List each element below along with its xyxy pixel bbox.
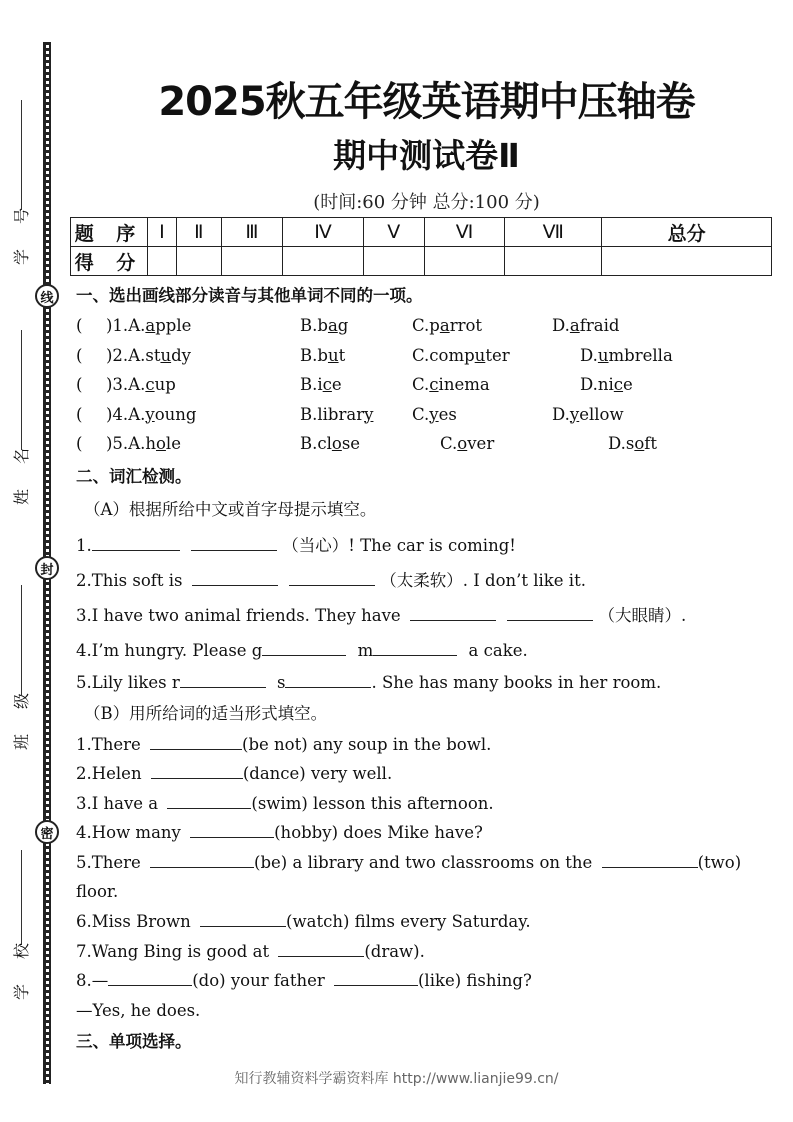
section2-partA-title: （A）根据所给中文或首字母提示填空。 (84, 499, 377, 519)
score-cell[interactable] (363, 247, 424, 276)
section3-title: 三、单项选择。 (76, 1032, 192, 1052)
seal-line: 线 (35, 284, 59, 308)
score-cell[interactable] (283, 247, 364, 276)
col-6: Ⅵ (424, 218, 505, 247)
answer-blank[interactable] (278, 939, 364, 957)
seal-secret: 密 (35, 820, 59, 844)
section1-question (76, 370, 776, 400)
option-c: C.cinema (412, 375, 490, 394)
partB-question-7: 7.Wang Bing is good at (draw). (76, 937, 776, 967)
partA-question-3: 3.I have two animal friends. They have （大眼睛）. (76, 598, 776, 633)
score-cell[interactable] (176, 247, 221, 276)
section2-title: 二、词汇检测。 (76, 466, 192, 486)
answer-blank[interactable] (285, 670, 371, 688)
col-2: Ⅱ (176, 218, 221, 247)
score-cell[interactable] (424, 247, 505, 276)
partB-question-6: 6.Miss Brown (watch) films every Saturday. (76, 907, 776, 937)
partB-question-8: 8.— (do) your father (like) fishing? (76, 966, 776, 996)
col-total: 总分 (602, 218, 772, 247)
answer-blank[interactable] (334, 968, 418, 986)
answer-blank[interactable] (150, 850, 254, 868)
class-field (6, 585, 36, 785)
answer-blank[interactable] (507, 603, 593, 621)
section1-question (76, 341, 776, 371)
school-field (6, 850, 36, 1030)
answer-blank[interactable] (262, 638, 346, 656)
page-title: 2025秋五年级英语期中压轴卷 (158, 79, 695, 125)
option-b: B.close (300, 434, 361, 453)
option-d: D.yellow (552, 404, 624, 424)
footer-watermark: 知行教辅资料学霸资料库 http://www.lianjie99.cn/ (234, 1071, 559, 1087)
class-label: 班 级 (12, 682, 32, 751)
col-7: Ⅶ (505, 218, 602, 247)
partB-question-2: 2.Helen (dance) very well. (76, 759, 776, 789)
answer-bracket[interactable]: ( (76, 434, 83, 453)
answer-bracket[interactable]: ( (76, 375, 83, 394)
answer-blank[interactable] (410, 603, 496, 621)
option-c: C.yes (412, 404, 457, 424)
exam-content (76, 280, 776, 1059)
score-cell[interactable] (505, 247, 602, 276)
option-d: D.umbrella (580, 345, 673, 365)
seal-seal: 封 (35, 556, 59, 580)
col-1: Ⅰ (148, 218, 177, 247)
col-3: Ⅲ (221, 218, 282, 247)
section1-title: 一、选出画线部分读音与其他单词不同的一项。 (76, 286, 423, 305)
student-name-label: 姓 名 (12, 437, 32, 506)
option-a: )4.A.young (106, 404, 197, 424)
option-a: )3.A.cup (106, 375, 176, 394)
school-label: 学 校 (12, 932, 32, 1001)
option-b: B.bag (300, 316, 349, 335)
page-subtitle: 期中测试卷Ⅱ (333, 136, 520, 175)
score-cell[interactable] (221, 247, 282, 276)
partA-question-2: 2.This soft is （太柔软）. I don’t like it. (76, 563, 776, 598)
partB-question-3: 3.I have a (swim) lesson this afternoon. (76, 789, 776, 819)
partA-question-5: 5.Lily likes r s . She has many books in her room. (76, 668, 776, 698)
section1-question (76, 400, 776, 430)
partB-question-8-answer: —Yes, he does. (76, 1000, 201, 1020)
answer-blank[interactable] (150, 732, 242, 750)
answer-bracket[interactable]: ( (76, 345, 83, 365)
option-c: C.over (440, 434, 495, 453)
option-a: )2.A.study (106, 345, 191, 365)
row-label-question: 题 序 (71, 218, 148, 247)
section1-question (76, 429, 776, 459)
partB-question-5: 5.There (be) a library and two classrooms on the (two) (76, 848, 776, 878)
answer-blank[interactable] (191, 533, 277, 551)
score-table-score-row (71, 247, 772, 276)
partB-question-4: 4.How many (hobby) does Mike have? (76, 818, 776, 848)
option-a: )1.A.apple (106, 316, 192, 335)
option-d: D.nice (580, 375, 633, 394)
answer-blank[interactable] (180, 670, 266, 688)
answer-blank[interactable] (192, 568, 278, 586)
answer-bracket[interactable]: ( (76, 404, 83, 424)
section1-question (76, 311, 776, 341)
partA-question-4: 4.I’m hungry. Please g m a cake. (76, 633, 776, 668)
score-cell[interactable] (148, 247, 177, 276)
answer-blank[interactable] (190, 820, 274, 838)
answer-blank[interactable] (167, 791, 251, 809)
answer-blank[interactable] (200, 909, 286, 927)
option-c: C.computer (412, 345, 510, 365)
partB-question-5-continued: floor. (76, 882, 119, 902)
col-5: Ⅴ (363, 218, 424, 247)
binding-margin (0, 0, 60, 1122)
option-a: )5.A.hole (106, 434, 181, 453)
section2-partB-title: （B）用所给词的适当形式填空。 (84, 703, 328, 723)
student-number-field (6, 100, 36, 290)
answer-blank[interactable] (602, 850, 698, 868)
student-number-label: 学 号 (12, 197, 32, 266)
option-b: B.but (300, 345, 346, 365)
answer-blank[interactable] (151, 761, 243, 779)
option-b: B.library (300, 404, 374, 424)
answer-bracket[interactable]: ( (76, 316, 83, 335)
row-label-score: 得 分 (71, 247, 148, 276)
answer-blank[interactable] (373, 638, 457, 656)
score-cell[interactable] (602, 247, 772, 276)
partB-question-1: 1.There (be not) any soup in the bowl. (76, 730, 776, 760)
answer-blank[interactable] (92, 533, 180, 551)
score-table-header-row (71, 218, 772, 247)
answer-blank[interactable] (289, 568, 375, 586)
section1-questions (76, 311, 776, 459)
option-d: D.soft (608, 434, 658, 453)
answer-blank[interactable] (108, 968, 192, 986)
option-d: D.afraid (552, 316, 620, 335)
col-4: Ⅳ (283, 218, 364, 247)
score-table (70, 217, 772, 276)
time-info: (时间:60 分钟 总分:100 分) (313, 192, 540, 213)
partA-question-1: 1. （当心）! The car is coming! (76, 528, 776, 563)
option-c: C.parrot (412, 316, 483, 335)
student-name-field (6, 330, 36, 540)
option-b: B.ice (300, 375, 342, 394)
